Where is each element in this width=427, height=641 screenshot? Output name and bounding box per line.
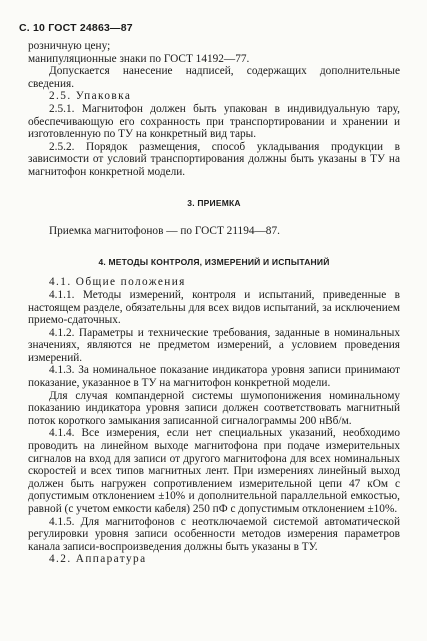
paragraph-handling-marks: манипуляционные знаки по ГОСТ 14192—77. (28, 52, 250, 65)
paragraph-acceptance: Приемка магнитофонов — по ГОСТ 21194—87. (49, 225, 280, 238)
subsection-equipment-title: 4.2. Аппаратура (49, 553, 147, 566)
page-header: С. 10 ГОСТ 24863—87 (19, 22, 133, 34)
subsection-general-title: 4.1. Общие положения (49, 276, 186, 289)
paragraph-compander: Для случая компандерной системы шумопонижения номинальному показанию индикатора уровня записи должен соответствовать магнитный поток короткого замыкания записанной сигналограммы 200 нВб/м. (28, 389, 400, 427)
paragraph-4-1-2: 4.1.2. Параметры и технические требования, заданные в номинальных значениях, являются не предметом измерений, а условием проведения измерений. (28, 326, 400, 364)
paragraph-4-1-5: 4.1.5. Для магнитофонов с неотключаемой системой автоматической регулировки уровня записи особенности методов измерения параметров канала записи-воспроизведения должны быть указаны в ТУ. (28, 515, 400, 553)
paragraph-additional-info: Допускается нанесение надписей, содержащих дополнительные сведения. (28, 65, 400, 90)
paragraph-2-5-2: 2.5.2. Порядок размещения, способ укладывания продукции в зависимости от условий транспортирования должны быть указаны в ТУ на магнитофон конкретной модели. (28, 140, 400, 178)
paragraph-retail-price: розничную цену; (28, 40, 111, 52)
subsection-packaging-title: 2.5. Упаковка (49, 90, 132, 103)
paragraph-4-1-4: 4.1.4. Все измерения, если нет специальных указаний, необходимо проводить на линейном выходе магнитофона при подаче измерительных сигналов на вход для записи от другого магнитофона для всех номинальных скоростей и всех типов магнитных лент. При измерениях линейный выход должен быть нагружен сопротивлением измерительной цепи 47 кОм с допустимым отклонением ±10% и дополнительной параллельной емкостью, равной (с учетом емкости кабеля) 250 пФ с допустимым отклонением ±10%. (28, 427, 400, 515)
document-body (28, 40, 400, 566)
paragraph-4-1-1: 4.1.1. Методы измерений, контроля и испытаний, приведенные в настоящем разделе, обязательны для всех видов испытаний, за исключением приемо-сдаточных. (28, 288, 400, 327)
section-3-heading: 3. ПРИЕМКА (187, 197, 241, 208)
section-4-heading: 4. МЕТОДЫ КОНТРОЛЯ, ИЗМЕРЕНИЙ И ИСПЫТАНИЙ (98, 256, 330, 267)
paragraph-2-5-1: 2.5.1. Магнитофон должен быть упакован в индивидуальную тару, обеспечивающую его сохранность при транспортировании и хранении и изготовленную по ТУ на конкретный вид тары. (28, 102, 400, 141)
paragraph-4-1-3: 4.1.3. За номинальное показание индикатора уровня записи принимают показание, указанное в ТУ на магнитофон конкретной модели. (28, 364, 400, 390)
